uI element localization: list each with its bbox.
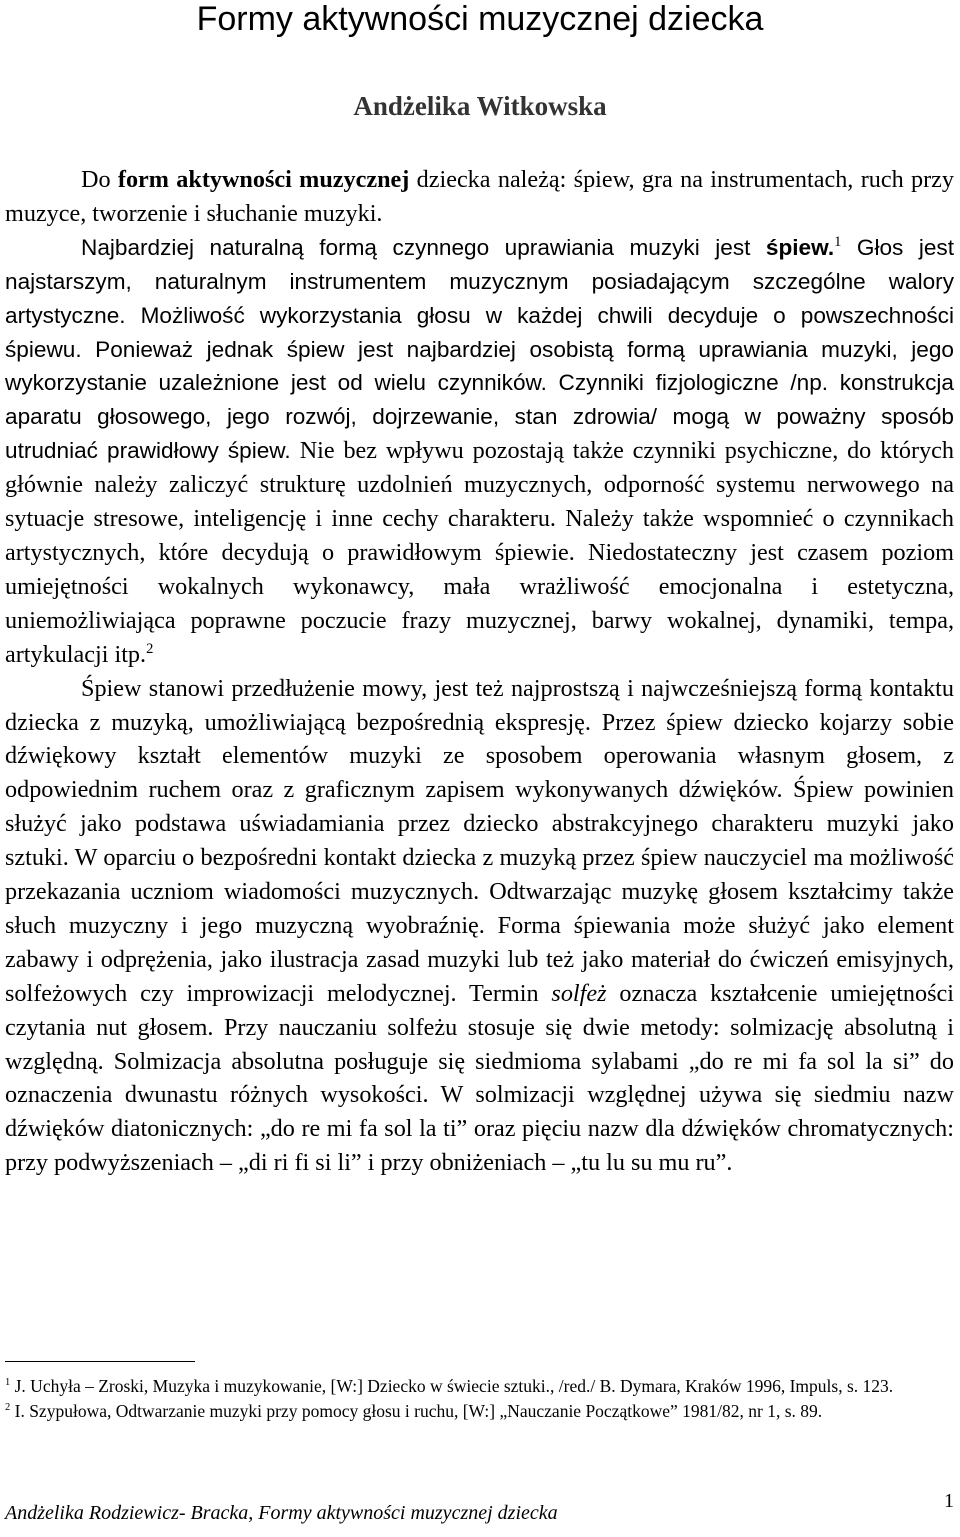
footnote-1-number: 1 (5, 1377, 11, 1389)
footnote-2 (5, 1401, 954, 1422)
p3-text-1: Śpiew stanowi przedłużenie mowy, jest też najprostszą i najwcześniejszą formą kontaktu dziecka z muzyką, umożliwiającą bezpośrednią ekspresję. Przez śpiew dziecko kojarzy sobie dźwiękowy kształt elementów muzyki ze sposobem operowania własnym głosem, z odpowiednim ruchem oraz z graficznym zapisem wykonywanych dźwięków. Śpiew powinien służyć jako podstawa uświadamiania przez dziecko abstrakcyjnego charakteru muzyki jako sztuki. W oparciu o bezpośredni kontakt dziecka z muzyką przez śpiew nauczyciel ma możliwość przekazania uczniom wiadomości muzycznych. Odtwarzając muzykę głosem kształcimy także słuch muzyczny i jego muzyczną wyobraźnię. Forma śpiewania może służyć jako element zabawy i odprężenia, jako ilustracja zasad muzyki lub też jako materiał do ćwiczeń emisyjnych, solfeżowych czy improwizacji melodycznej. Termin (5, 674, 954, 1007)
footnote-separator (5, 1361, 195, 1362)
p3-italic-1: solfeż (551, 979, 607, 1007)
footnote-ref-2: 2 (146, 640, 154, 657)
footnote-ref-1: 1 (834, 233, 842, 250)
footnotes (5, 1361, 954, 1426)
page-number: 1 (944, 1490, 954, 1512)
page-footer (5, 1490, 954, 1525)
footnote-2-text: I. Szypułowa, Odtwarzanie muzyki przy pomocy głosu i ruchu, [W:] „Nauczanie Początkowe” 1981/82, nr 1, s. 89. (14, 1401, 823, 1421)
p1-text-2: dziecka należą: śpiew, gra na instrumentach, ruch przy muzyce, tworzenie i słuchanie muzyki. (5, 166, 954, 227)
document-body (5, 163, 954, 1180)
p3-text-2: oznacza kształcenie umiejętności czytania nut głosem. Przy nauczaniu solfeżu stosuje się dwie metody: solmizację absolutną i względną. Solmizacja absolutna posługuje się siedmioma sylabami „do re mi fa sol la si” do oznaczenia dwunastu różnych wysokości. W solmizacji względnej używa się siedmiu nazw dźwięków diatonicznych: „do re mi fa sol la ti” oraz pięciu nazw dla dźwięków chromatycznych: przy podwyższeniach – „di ri fi si li” i przy obniżeniach – „tu lu su mu ru”. (5, 979, 954, 1177)
footnote-1 (5, 1376, 954, 1397)
footnote-1-text: J. Uchyła – Zroski, Muzyka i muzykowanie, [W:] Dziecko w świecie sztuki., /red./ B. Dymara, Kraków 1996, Impuls, s. 123. (14, 1376, 894, 1396)
document-title: Formy aktywności muzycznej dziecka (196, 0, 764, 38)
footer-running-text: Andżelika Rodziewicz- Bracka, Formy aktywności muzycznej dziecka (5, 1502, 558, 1524)
footnote-2-number: 2 (5, 1402, 11, 1414)
document-author: Andżelika Witkowska (353, 91, 607, 121)
p1-text-1: Do (81, 166, 118, 193)
paragraph-1 (5, 163, 954, 231)
p2-bold-1: śpiew. (765, 234, 835, 260)
p1-bold-1: form aktywności muzycznej (117, 166, 410, 193)
p2-text-3: Nie bez wpływu pozostają także czynniki psychiczne, do których głównie należy zaliczyć strukturę uzdolnień muzycznych, odporność systemu nerwowego na sytuacje stresowe, inteligencję i inne cechy charakteru. Należy także wspomnieć o czynnikach artystycznych, które decydują o prawidłowym śpiewie. Niedostateczny jest czasem poziom umiejętności wokalnych wykonawcy, mała wrażliwość emocjonalna i estetyczna, uniemożliwiająca poprawne poczucie frazy muzycznej, barwy wokalnej, dynamiki, tempa, artykulacji itp. (5, 437, 954, 668)
p2-text-2: Głos jest najstarszym, naturalnym instrumentem muzycznym posiadającym szczególne walory artystyczne. Możliwość wykorzystania głosu w każdej chwili decyduje o powszechności śpiewu. Ponieważ jednak śpiew jest najbardziej osobistą formą uprawiania muzyki, jego wykorzystanie uzależnione jest od wielu czynników. Czynniki fizjologiczne /np. konstrukcja aparatu głosowego, jego rozwój, dojrzewanie, stan zdrowia/ mogą w poważny sposób utrudniać prawidłowy śpiew. (5, 234, 954, 464)
paragraph-2 (5, 231, 954, 672)
p2-text-1: Najbardziej naturalną formą czynnego uprawiania muzyki jest (81, 234, 766, 260)
paragraph-3 (5, 672, 954, 1181)
